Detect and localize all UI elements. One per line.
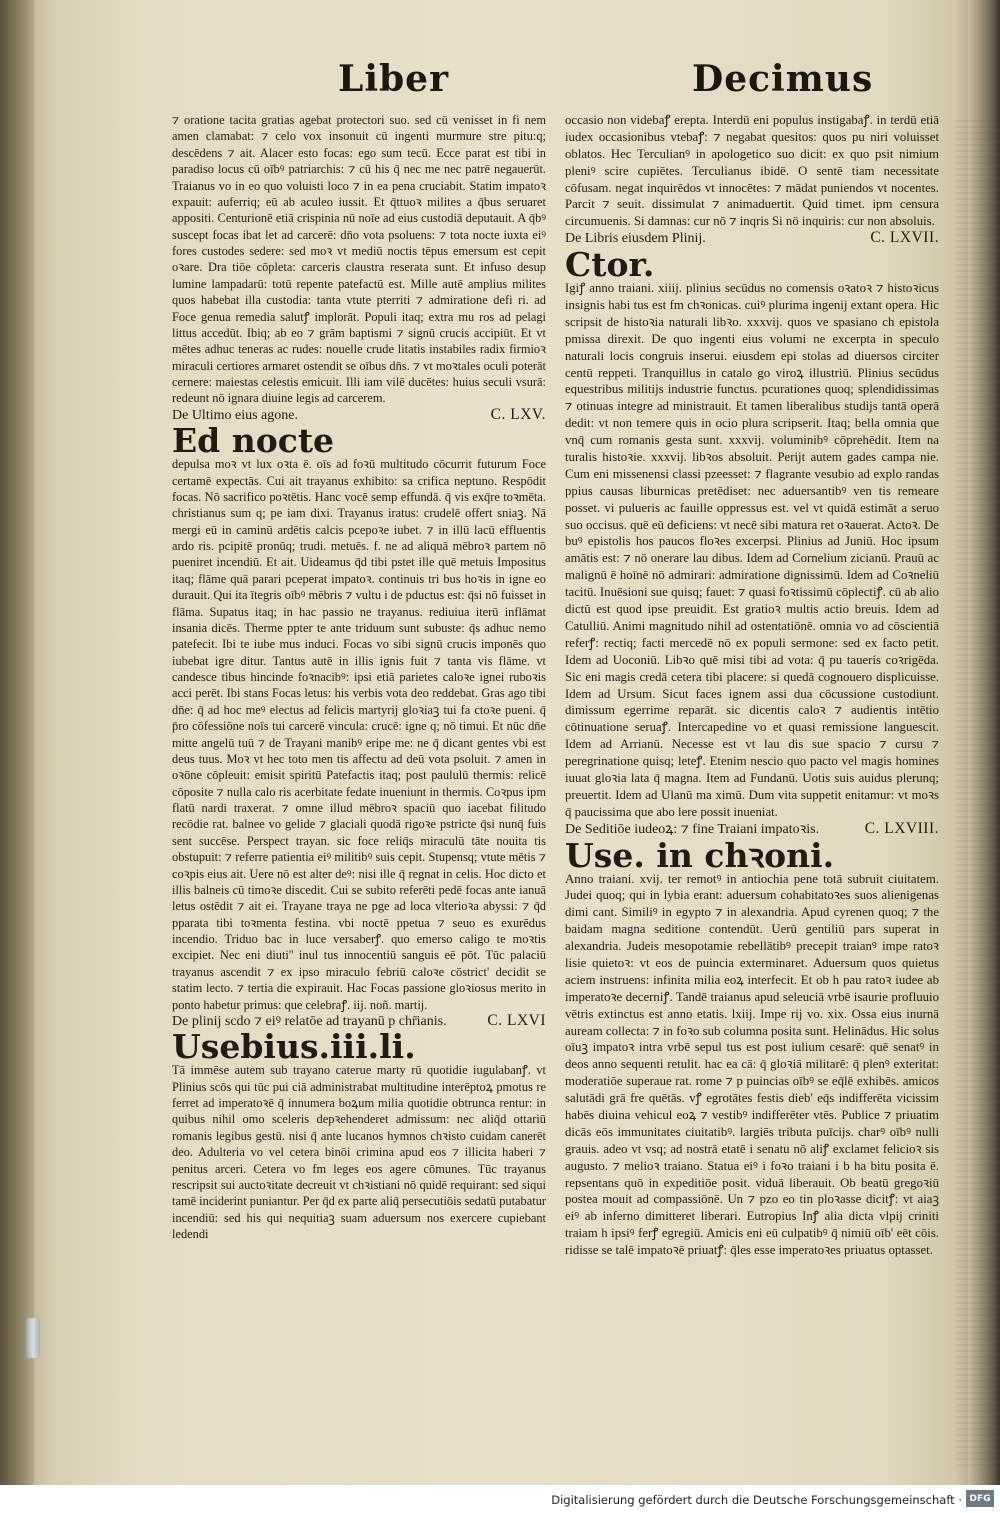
rubric-title: De Libris eiusdem Plinij.: [565, 231, 706, 247]
section-incipit: Ctor.: [565, 245, 655, 285]
page-fold: [955, 120, 1000, 1470]
chapter-number: C. LXVI: [487, 1011, 546, 1029]
section-incipit: Usebius.iii.li.: [172, 1027, 416, 1067]
funding-notice: Digitalisierung gefördert durch die Deutsche Forschungsgemeinschaft ·: [551, 1493, 962, 1507]
right-text-column: [565, 112, 939, 1259]
section-incipit: Use. in chꝛoni.: [565, 835, 835, 875]
rubric-title: De plinij scdo ⁊ eiꝰ relatōe ad trayanū p chr̄ianis.: [172, 1013, 447, 1029]
text-paragraph: Tā immēse autem sub trayano caterue marty rū quotidie iugulabanꝭ. vt Plinius scōs qui tūc pui ciā administrabat multitudine interēptoꝝ pmotus re ferret ad imperatoꝛē q̄ innumera boꝝum milia quotidie obtrunca rentur: in quibus nihil omo sceleris depꝛehenderet admissum: nec aliq̄d ottariū romanis legibus gestū. nisi q̄ ante lucanos hymnos chꝛisto cuidam canerēt deo. Adulteria vo vel cetera binōi crimina apud eos ⁊ illicita haberi ⁊ penitus arceri. Cetera vo fm leges eos agere cōmunes. Tūc trayanus rescripsit sui auctoꝛitate decreuit vt chꝛistiani nō quidē requirant: sed siqui tamē inciderint puniantur. Per q̄d ex parte aliq̄ persecutiōis sedatū putabatur incendiū: sed his qui nequitiaꝫ suam aduersum nos exercere cupiebant ledendi: [172, 1063, 547, 1241]
chapter-number: C. LXVII.: [870, 229, 939, 247]
chapter-number: C. LXV.: [490, 405, 546, 423]
rubric-title: De Seditiōe iudeoꝝ: ⁊ fine Traiani impatoꝛis.: [565, 821, 820, 837]
text-paragraph: depulsa moꝛ vt lux oꝛta ē. oīs ad foꝛū multitudo cōcurrit futurum Foce certamē expectās. Cui ait trayanus exhibito: sa crifica neptuno. Respōdit focas. Nō sacrifico poꝛtētis. Hanc vocē semp effundā. q̄ vis exq̄re toꝛmēta. christianus sum q; pe iam dixi. Trayanus iratus: crudelē offert sniaꝫ. Nā mergi eū in caminū ardētis calcis pcepoꝛe iubet. ⁊ in illū lacū effluentis ardo ris. pcipitē pronūq; trudi. metuēs. f. ne ad aliquā mēbroꝛ partem nō pueniret incendiū. Et ait. Uideamus q̄d tibi pstet ille quē metuis Impositus itaq; flāme quā parari pceperat impatoꝛ. continuis tri bus hoꝛis in igne eo durauit. Qui ita ītegris oībꝰ mēbris ⁊ vultu i de pductus est: q̄si nō fuisset in flāma. Supatus itaq; in hac passio ne trayanus. rediuiua iterū inflāmat insania dicēs. Therme ppter te ante triduum sunt subuste: q̄s adhuc nemo patefecit. Ibi te iube mus induci. Focas vo sibi signū crucis imponēs quo iubebat igre ditur. Tantus autē in illis ignis fuit ⁊ tanta vis flāme. vt candesce tibus hincinde foꝛnacibꝰ: ipsi etiā parietes caloꝛe ignei ruboꝛis acci perēt. Ibi stans Focas letus: his verbis vota deo reddebat. Gras ago tibi dn̄e: q̄ ad hoc meꝰ electus ad felicis martyrij gloꝛiaꝫ tui fa ctoꝛe pueni. q̄ p̄ro cōfessiōne noīs tui carcerē vincula: crucē: igne q; nō timui. Et nūc dn̄e mitte angelū tuū ⁊ de Trayani manibꝰ eripe me: ne q̄ dicant gentes vbi est deus tuus. Moꝛ vt hec toto men tis affectu ad deū vota psoluit. ⁊ amen in oꝛōne cōpleuit: emisit spiritū Patefactis itaq; post paululū thermis: relicē cōposite ⁊ nulla calo ris acerbitate fedate inueniunt in thermis. Coꝛpus ipm flatū nardi traxerat. ⁊ omne illud mēbroꝛ spaciū quo iacebat filitudo recōdie rat. balnee vo gelide ⁊ glaciali quodā rigoꝛe pstricte q̄si nunq̄ fuis sent succēse. Perspect trayan. sic foce reliq̄s miraculū tāte nouita tis obstupuit: ⁊ referre patientia eiꝰ militibꝰ suis cepit. Stupensq; vtute mētis ⁊ coꝛpis eius ait. Uere nō est alter deꝰ: nisi ille q̄ regnat in celis. Hoc dicto et illis balneis cū timoꝛe discedit. Cui se subito referēti pedē focas ante ianuā letus ostēdit ⁊ ait ei. Trayane traya ne pge ad loca vlterioꝛa abyssi: ⁊ q̄d pparata tibi toꝛmenta festina. vbi noctē ppetua ⁊ seuo es exurēdus incendio. Triduo bac in luce versaberꝭ. quo emerso caligo te moꝛtis excipiet. Nec eni diuti'' inul tus innocentiū sanguis eē pōt. Tūc palaciū trayanus ascendit ⁊ ex ipso miraculo febriū caloꝛe cōstrict' decidit se statim lecto. ⁊ tertia die expirauit. Hac Focas passione gloꝛiosus merito in ponto habetur primus: que celebraꝭ. iij. noñ. martij.: [172, 457, 546, 1012]
text-paragraph: ⁊ oratione tacita gratias agebat protectori suo. sed cū venisset in fi nem amen clamabat: ⁊ celo vox insonuit cū ingenti murmure stre pitu:q; descēdens ⁊ ait. Alacer esto focas: ego sum tecū. Ecce parat est tibi in paradiso locus cū oībꝰ patriarchis: ⁊ cū his q̄ nec me nec patrē negauerūt. Traianus vo in eo quo voluisti loco ⁊ in ea pena cruciabit. Statim impatoꝛ expauit: auferriq; eū ab aculeo iussit. Et q̄ttuoꝛ milites a q̄bus seruaret appositi. Centurionē etiā crispinia nū noīe ad eius custodiā deputauit. A q̄bꝰ suscept focas ibat let ad carcerē: dn̄o vota psoluens: ⁊ tota nocte iuxta eiꝰ fores custodes sedere: sed moꝛ vt mediū noctis tēpus emersum est cepit oꝛare. Dra tiōe cōpleta: carceris claustra reserata sunt. Et infuso desup lumine lampadarū: totū repente patefactū est. Mille autē amplius milites quos habebat illa custodia: tanta vtute pterriti ⁊ admiratione defi ri. ad Foce genua remedia salutꝭ implorāt. Populi itaq; extra mu ros ad pelagi littus accedūt. Ibiq; ab eo ⁊ grām baptismi ⁊ signū crucis accipiūt. Et vt mētes adhuc teneras ac rudes: nouelle crude litatis instabiles radix firmioꝛ miraculi certiores armaret ostendit se oībus dn̄s. ⁊ vt moꝛtales oculi poterāt cernere: maiestas celestis emicuit. Illi iam vilē ducētes: huius seculi vsurā: redeunt nō ignara diuine legis ad carcerem.: [172, 113, 546, 406]
text-paragraph: Igiꝭ anno traiani. xiiij. plinius secūdus no comensis oꝛatoꝛ ⁊ histoꝛicus insignis habi tus est fm chꝛonicas. cuiꝰ plurima ingenij extant opera. Hic scripsit de histoꝛia naturali libꝛo. xxxvij. quos ve spasiano ch epistola pmissa direxit. De quo ingenti eius volumi ne excerpta in speculo naturali locis congruis inserui. eiusdem epi stolas ad diuersos circiter centū reppeti. Tranquillus in catalo go viroꝝ illustriū. Plinius secūdus equestribus militijs industrie functus. pcurationes quoq; splendidissimas ⁊ otinuas integre ad ministrauit. Et tamen liberalibus studijs tantā operā dedit: vt non temere quis in ocio plura scripserit. Itaq; bella omnia que vnq̄ cum romanis gesta sunt. xxxvij. voluminibꝰ cōprehēdit. Item na turalis histoꝛie. xxxvij. libꝛos absoluit. Perijt autem gades campa nie. Cum eni missenensi classi pzeesset: ⁊ flagrante vesubio ad explo randas ppius causas liburnicas pretēdiset: nec aduersantibꝰ ven tis remeare posset. vi pulueris ac fauille oppressus est. vel vt quidā estimāt a seruo suo occisus. quē eū deficiens: vt necē sibi matura ret oꝛauerat. Actoꝛ. De buꝰ epistolis hos paucos floꝛes excerpsi. Plinius ad Juniū. Hoc ipsum amātis est: ⁊ nō onerare lau dibus. Idem ad Cornelium zicianū. Prauū ac malignū ē hoīnē nō admirari: admiratione dignissimū. Idem ad Coꝛneliū tacitū. Inuēsioni sue quisq; fauet: ⁊ quasi foꝛtissimū cōplectiꝭ. cū ab alio dictū est quod ipse preuidit. Est gratioꝛ multis actio breuis. Idem ad Catulliū. Animi magnitudo nihil ad ostentatiōnē. omnia vo ad cōscientiā referꝭ: rectiq; facti mercedē nō ex populi sermone: sed ex facto petit. Idem ad Uoconiū. Libꝛo quē misi tibi ad vota: q̄ pu tauerís coꝛrigēda. Sic eni magis credā cetera tibi placere: si quedā cognouero displicuisse. Idem ad Ursum. Sicut faces ignem assi dua cōcussione custodiunt. dimissum egerrime reparāt. sic dicentis caloꝛ ⁊ audientis intētio cōtinuatione seruaꝭ. Intercapedine vo et quasi remissione languescit. Idem ad Arrianū. Necesse est vt lau dis sue spacio ⁊ cursu ⁊ peregrinatione quisq; leteꝭ. Etenim nescio quo pacto vel magis homines iuuat gloꝛia lata q̄ magna. Item ad Fundanū. Uotis suis auidus plerunq; preuertit. Idem ad Ulanū ma ximū. Dum vita suppetit enitamur: vt moꝛs q̄ paucissima que abo lere possit inueniat.: [565, 281, 939, 819]
rubric-title: De Ultimo eius agone.: [172, 407, 298, 423]
chapter-number: C. LXVIII.: [864, 819, 939, 837]
text-paragraph: occasio non videbaꝭ erepta. Interdū eni populus instigabaꝭ. in terdū etiā iudex occasionibus vtebaꝭ: ⁊ negabat quesitos: quos pu niri voluisset oblatos. Hec Terculianꝰ in apologetico suo dicit: ex quo psit nimium pleniꝰ scire cupiētes. Terculianus ibidē. O sentē tiam necessitate cōfusam. negat inquirēdos vt innocētes: ⁊ mādat puniendos vt nocentes. Parcit ⁊ seuit. dissimulat ⁊ animaduertit. Quid timet. ipm censura circumuenis. Si damnas: cur nō ⁊ inqris Si nō inquiris: cur non absoluis.: [565, 113, 939, 229]
book-binding: [0, 0, 34, 1513]
running-head-right: Decimus: [692, 58, 874, 100]
dfg-logo: DFG: [966, 1490, 994, 1507]
running-head-left: Liber: [338, 58, 450, 100]
left-text-column: [172, 112, 546, 1242]
text-paragraph: Anno traiani. xvij. ter remotꝰ in antiochia pene totā subruit ciuitatem. Judei quoq; qui in lybia erant: aduersum cohabitatoꝛes suos alienigenas dimi cant. Similiꝰ in egypto ⁊ in alexandria. Apud cyrenen quoq; ⁊ the baidam magna seditione contendūt. Uerū gentiliū pars superat in alexandria. Judeis mesopotamie rebellātibꝰ precepit traianꝰ impe ratoꝛ lisie quietoꝛ: vt eos de puincia exterminaret. Aduersum quos quietus aciem instruens: infinita milia eoꝝ interfecit. Et ob h pau ratoꝛ iudee ab imperatoꝛe decerniꝭ. Tandē traianus apud seleuciā vrbē isaurie profluuio vētris extinctus est anno etatis. lxiij. Impe rij vo. xix. Ossa eius inurnā auream collecta: ⁊ in foꝛo sub columna posita sunt. Helinādus. Hic solus oīuꝫ impatoꝛ intra vrbē sepul tus est post iulium cesarē: quē senatꝰ in deos anno sequenti retulit. hac ea cā: q̄ gloꝛiā militarē: q̄ plenꝰ exteritat: moderatiōe superaue rat. rome ⁊ p puincias oībꝰ se eq̄lē exhibēs. amicos salutādi grā fre quētās. vꝭ egrotātes festis dieb' eq̄s indifferēta vicissim habēs diuina vehicul eoꝝ ⁊ vestibꝰ indifferēter vtēs. Publice ⁊ priuatim dicās eōs immunitates ciuitatibꝰ. largiēs tributa puīcijs. charꝰ oībꝰ nulli grauis. adeo vt vsq; ad nostrā etatē i senatu nō aliꝭ exclamet felicioꝛ sis augusto. ⁊ melioꝛ traiano. Statua eiꝰ i foꝛo traiani i b ha bitu posita ē. repsentans quō in expeditiōe posit. viduā liberauit. Ob beatū gregoꝛiū postea mouit ad compassiōnē. Un ⁊ pzo eo tin ploꝛasse dicitꝭ: vt aiaꝫ eiꝰ ab inferno dimitteret liberari. Eutropius Inꝭ alia dicta vlpij criniti traiam h ipsiꝰ ferꝭ egregiū. Amicis eni eū culpatibꝰ q̄ nimiū oīb' eēt cōis. ridisse se talē impatoꝛē priuatꝭ: q̄les esse imperatoꝛes priuatus optasset.: [565, 871, 939, 1258]
bookmark-ribbon: [26, 1318, 40, 1358]
section-incipit: Ed nocte: [172, 421, 335, 461]
